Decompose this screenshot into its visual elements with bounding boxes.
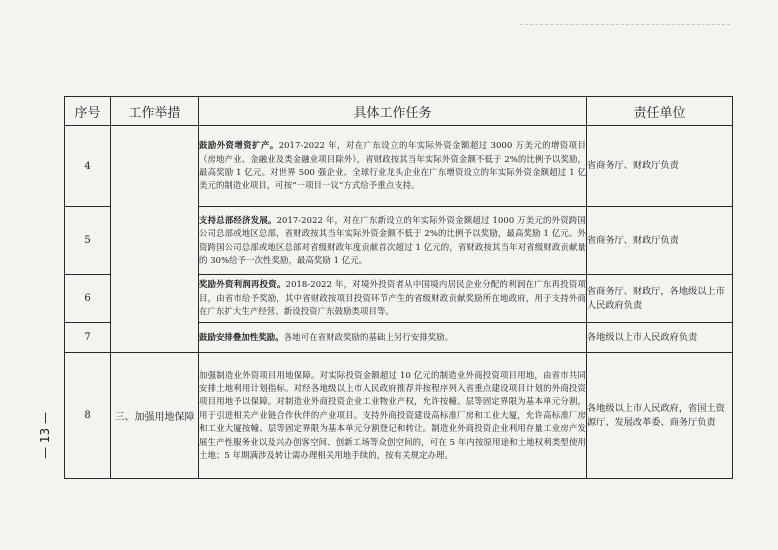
row-task	[199, 126, 587, 207]
header-no: 序号	[65, 97, 111, 126]
row-measure: 三、加强用地保障	[111, 353, 199, 479]
task-text: 2017-2022 年，对在广东设立的年实际外资金额超过 3000 万美元的增资项目（房地产业、金融业及类金融业项目除外），省财政按其当年实际外资金额不低于 2%的比例予以奖励，最高奖励 1 亿元。对世界 500 强企业、全球行业龙头企业在广东增资设立的年实际外资金额超过 1 亿美元的制造业项目，可按“一项目一议”方式给予重点支持。	[199, 140, 586, 191]
header-task: 具体工作任务	[199, 97, 587, 126]
task-text: 2018-2022 年，对境外投资者从中国境内居民企业分配的利润在广东再投资项目，由省市给予奖励，其中省财政按项目投资环节产生的省级财政贡献奖励所在地政府，用于支持外商在广东扩大生产经营、新设投资广东鼓励类项目等。	[199, 279, 586, 317]
task-lead: 支持总部经济发展。	[199, 214, 277, 225]
row-no: 5	[65, 207, 111, 275]
row-unit: 省商务厅、财政厅，各地级以上市人民政府负责	[587, 275, 733, 323]
row-task	[199, 275, 587, 323]
header-unit: 责任单位	[587, 97, 733, 126]
row-no: 7	[65, 323, 111, 353]
row-no: 6	[65, 275, 111, 323]
row-task	[199, 207, 587, 275]
row-unit: 省商务厅、财政厅负责	[587, 126, 733, 207]
task-text: 各地可在省财政奖励的基础上另行安排奖励。	[283, 331, 454, 342]
row-unit: 各地级以上市人民政府，省国土资源厅、发展改革委、商务厅负责	[587, 353, 733, 479]
work-task-table	[64, 96, 733, 479]
row-measure	[111, 126, 199, 353]
table-row	[65, 126, 733, 207]
row-task	[199, 323, 587, 353]
task-lead: 鼓励安排叠加性奖励。	[199, 331, 284, 342]
task-text: 加强制造业外资项目用地保障。对实际投资金额超过 10 亿元的制造业外商投资项目用地，由省市共同安排土地利用计划指标。对经各地级以上市人民政府推荐并按程序列入省重点建设项目计划的外商投资项目用地予以保障。对制造业外商投资企业工业物业产权，允许按幢、层等固定界限为基本单元分割，用于引进相关产业链合作伙伴的产业项目。支持外商投资建设高标准厂房和工业大厦，允许高标准厂房和工业大厦按幢、层等固定界限为基本单元分割登记和转让。制造业外商投资企业利用存量工业房产发展生产性服务业以及兴办创客空间、创新工场等众创空间的，可在 5 年内按原用途和土地权利类型使用土地；5 年期满涉及转让需办理相关用地手续的，按有关规定办理。	[199, 369, 586, 461]
table-row	[65, 353, 733, 479]
row-unit: 省商务厅、财政厅负责	[587, 207, 733, 275]
task-lead: 奖励外资利润再投资。	[199, 279, 286, 290]
top-rule	[520, 24, 730, 25]
header-measure: 工作举措	[111, 97, 199, 126]
row-no: 8	[65, 353, 111, 479]
task-text: 2017-2022 年，对在广东新设立的年实际外资金额超过 1000 万美元的外资跨国公司总部或地区总部，省财政按其当年实际外资金额不低于 2%的比例予以奖励，最高奖励 1 亿元。外资跨国公司总部或地区总部对省级财政年度贡献首次超过 1 亿元的，省财政按其当年对省级财政贡献量的 30%给予一次性奖励，最高奖励 1 亿元。	[199, 214, 586, 265]
row-unit: 各地级以上市人民政府负责	[587, 323, 733, 353]
page-number: — 13 —	[38, 412, 52, 459]
table-header-row	[65, 97, 733, 126]
row-task	[199, 353, 587, 479]
task-lead: 鼓励外资增资扩产。	[199, 140, 279, 151]
row-no: 4	[65, 126, 111, 207]
